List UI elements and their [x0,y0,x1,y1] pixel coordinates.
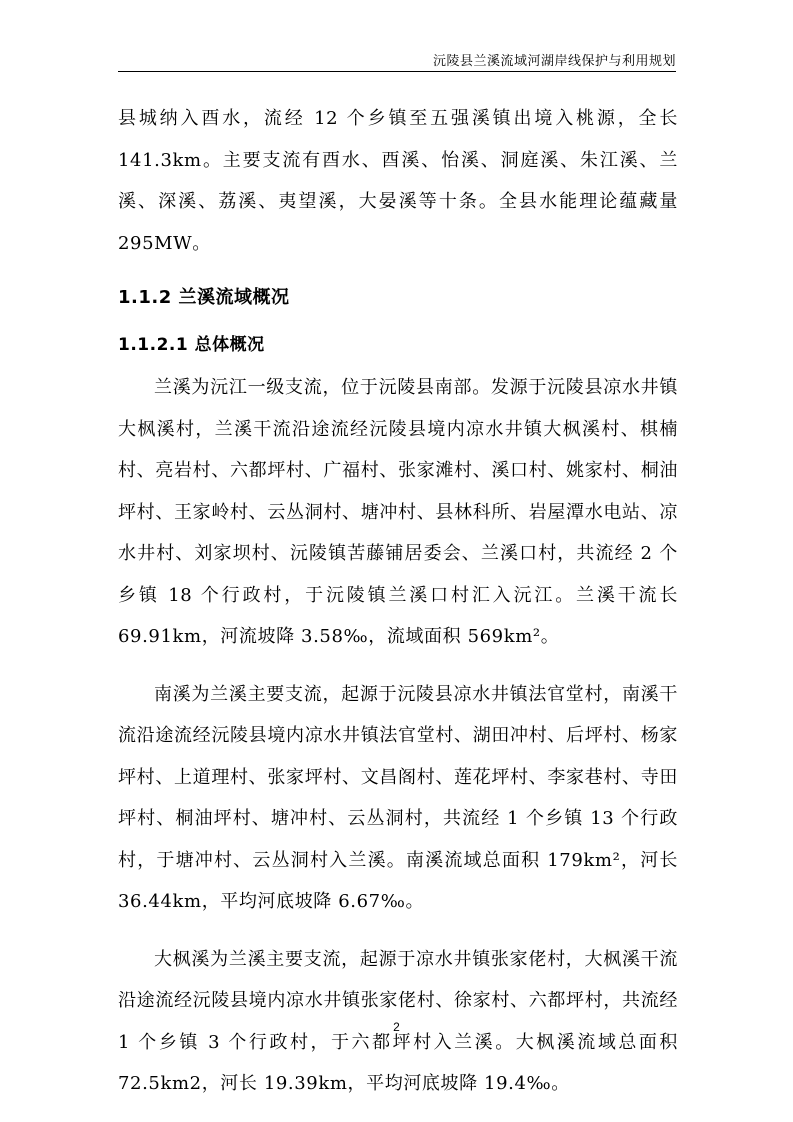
page-body [118,98,678,1105]
paragraph-dafengxi: 大枫溪为兰溪主要支流，起源于凉水井镇张家佬村，大枫溪干流沿途流经沅陵县境内凉水井镇张家佬村、徐家村、六都坪村，共流经 1 个乡镇 3 个行政村，于六都坪村入兰溪。大枫溪流域总面积 72.5km2，河长 19.39km，平均河底坡降 19.4‰。 [118,948,678,1094]
spacer [118,658,678,674]
spacer [118,923,678,939]
subsection-heading: 1.1.2.1 总体概况 [118,335,265,355]
spacer [118,264,678,276]
paragraph-nanxi: 南溪为兰溪主要支流，起源于沅陵县凉水井镇法官堂村，南溪干流沿途流经沅陵县境内凉水井镇法官堂村、湖田冲村、后坪村、杨家坪村、上道理村、张家坪村、文昌阁村、莲花坪村、李家巷村、寺田坪村、桐油坪村、塘冲村、云丛洞村，共流经 1 个乡镇 13 个行政村，于塘冲村、云丛洞村入兰溪。南溪流域总面积 179km²，河长 36.44km，平均河底坡降 6.67‰。 [118,683,678,912]
section-heading: 1.1.2 兰溪流域概况 [118,287,290,308]
header-rule [118,71,676,72]
intro-paragraph: 县城纳入酉水，流经 12 个乡镇至五强溪镇出境入桃源，全长 141.3km。主要支流有酉水、酉溪、怡溪、洞庭溪、朱江溪、兰溪、深溪、荔溪、夷望溪，大晏溪等十条。全县水能理论蕴藏量 295MW。 [118,108,678,254]
running-header: 沅陵县兰溪流域河湖岸线保护与利用规划 [432,54,676,69]
paragraph-lanxi: 兰溪为沅江一级支流，位于沅陵县南部。发源于沅陵县凉水井镇大枫溪村，兰溪干流沿途流经沅陵县境内凉水井镇大枫溪村、棋楠村、亮岩村、六都坪村、广福村、张家滩村、溪口村、姚家村、桐油坪村、王家岭村、云丛洞村、塘冲村、县林科所、岩屋潭水电站、凉水井村、刘家坝村、沅陵镇苦藤铺居委会、兰溪口村，共流经 2 个乡镇 18 个行政村，于沅陵镇兰溪口村汇入沅江。兰溪干流长 69.91km，河流坡降 3.58‰，流域面积 569km²。 [118,377,678,647]
page-number: 2 [393,1020,400,1034]
